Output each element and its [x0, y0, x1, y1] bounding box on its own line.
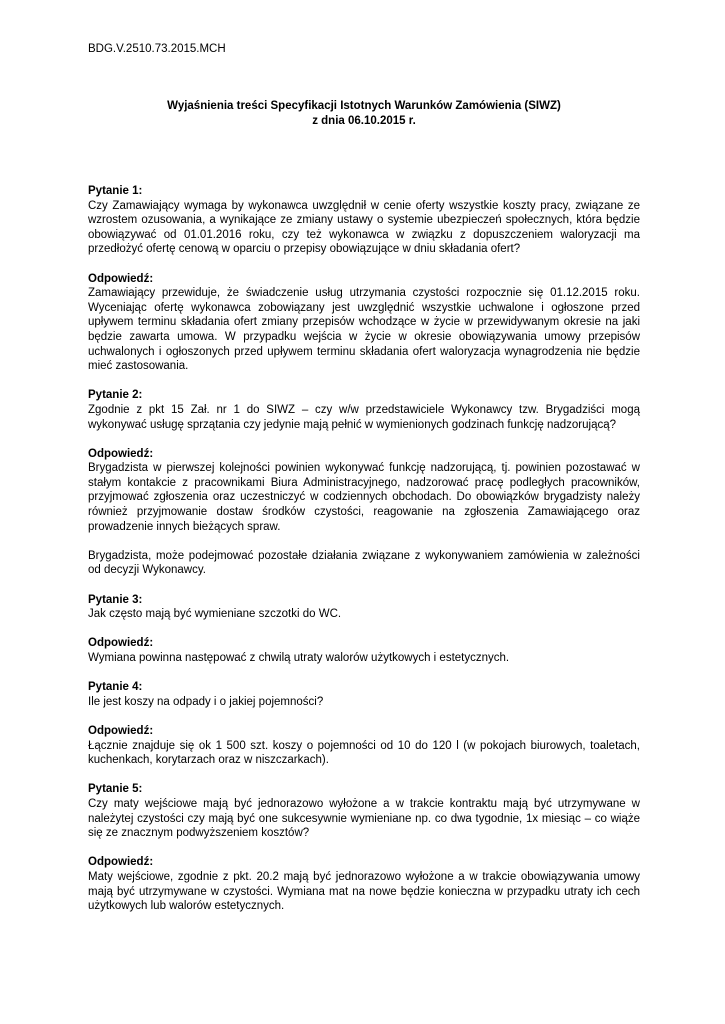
question-text: Jak często mają być wymieniane szczotki do WC.	[88, 608, 342, 621]
answer-5	[88, 855, 640, 913]
question-label: Pytanie 4:	[88, 681, 143, 694]
question-label: Pytanie 1:	[88, 185, 143, 197]
question-text: Czy Zamawiający wymaga by wykonawca uwzględnił w cenie oferty wszystkie koszty pracy, związane ze wzrostem ozusowania, a wynikające ze zmiany ustawy o systemie ubezpieczeń społecznych, która będzie obowiązywać od 01.01.2016 roku, czy też wykonawca w związku z dopuszczeniem waloryzacji ma przedłożyć ofertę cenową w oparciu o przepisy obowiązujące w dniu składania ofert?	[88, 199, 640, 256]
answer-label: Odpowiedź:	[88, 856, 154, 869]
question-label: Pytanie 5:	[88, 783, 143, 796]
answer-text: Brygadzista w pierwszej kolejności powinien wykonywać funkcję nadzorującą, tj. powinien pozostawać w stałym kontakcie z pracownikami Biura Administracyjnego, nadzorować pracę podległych pracowników, przyjmować zgłoszenia oraz uczestniczyć w codziennych obchodach. Do obowiązków brygadzisty należy również przyjmowanie dostaw środków czystości, reagowanie na zgłoszenia Zamawiającego oraz prowadzenie innych bieżących spraw.	[88, 462, 640, 533]
question-text: Ile jest koszy na odpady i o jakiej pojemności?	[88, 695, 324, 708]
question-1	[88, 184, 640, 257]
answer-label: Odpowiedź:	[88, 272, 154, 285]
answer-1	[88, 272, 640, 374]
answer-3	[88, 636, 640, 665]
document-body	[88, 184, 640, 928]
question-3	[88, 593, 640, 622]
question-4	[88, 680, 640, 709]
question-5	[88, 782, 640, 840]
answer-2	[88, 447, 640, 578]
answer-text-continued: Brygadzista, może podejmować pozostałe działania związane z wykonywaniem zamówienia w zależności od decyzji Wykonawcy.	[88, 549, 640, 577]
answer-label: Odpowiedź:	[88, 447, 154, 460]
answer-text: Wymiana powinna następować z chwilą utraty walorów użytkowych i estetycznych.	[88, 652, 510, 664]
answer-4	[88, 724, 640, 768]
title-line-1: Wyjaśnienia treści Specyfikacji Istotnych Warunków Zamówienia (SIWZ)	[167, 100, 561, 112]
answer-text: Maty wejściowe, zgodnie z pkt. 20.2 mają być jednorazowo wyłożone a w trakcie obowiązywania umowy mają być utrzymywane w czystości. Wymiana mat na nowe będzie konieczna w przypadku utraty ich cech użytkowych lub walorów estetycznych.	[88, 870, 640, 913]
document-reference: BDG.V.2510.73.2015.MCH	[88, 43, 226, 55]
question-2	[88, 388, 640, 432]
answer-label: Odpowiedź:	[88, 724, 154, 737]
answer-label: Odpowiedź:	[88, 637, 154, 650]
document-title	[88, 99, 640, 128]
answer-text: Zamawiający przewiduje, że świadczenie usług utrzymania czystości rozpocznie się 01.12.2015 roku. Wyceniając ofertę wykonawca zobowiązany jest uwzględnić wszystkie uchwalone i ogłoszone przed upływem terminu składania ofert zmiany przepisów wchodzące w życie w przewidywanym okresie na jaki będzie zawarta umowa. W przypadku wejścia w życie w okresie obowiązywania umowy przepisów uchwalonych i ogłoszonych przed upływem terminu składania ofert waloryzacja wynagrodzenia nie będzie mieć zastosowania.	[88, 287, 640, 373]
question-text: Czy maty wejściowe mają być jednorazowo wyłożone a w trakcie kontraktu mają być utrzymywane w należytej czystości czy mają być one sukcesywnie wymieniane np. co dwa tygodnie, 1x miesiąc – co wiąże się ze znacznym podwyższeniem kosztów?	[88, 797, 640, 840]
answer-text: Łącznie znajduje się ok 1 500 szt. koszy o pojemności od 10 do 120 l (w pokojach biurowych, toaletach, kuchenkach, korytarzach oraz w niszczarkach).	[88, 739, 640, 767]
title-line-2: z dnia 06.10.2015 r.	[312, 114, 416, 127]
question-text: Zgodnie z pkt 15 Zał. nr 1 do SIWZ – czy w/w przedstawiciele Wykonawcy tzw. Brygadziści mogą wykonywać usługę sprzątania czy jedynie mają pełnić w wymienionych godzinach funkcję nadzorującą?	[88, 403, 640, 431]
question-label: Pytanie 3:	[88, 593, 143, 606]
question-label: Pytanie 2:	[88, 389, 143, 402]
